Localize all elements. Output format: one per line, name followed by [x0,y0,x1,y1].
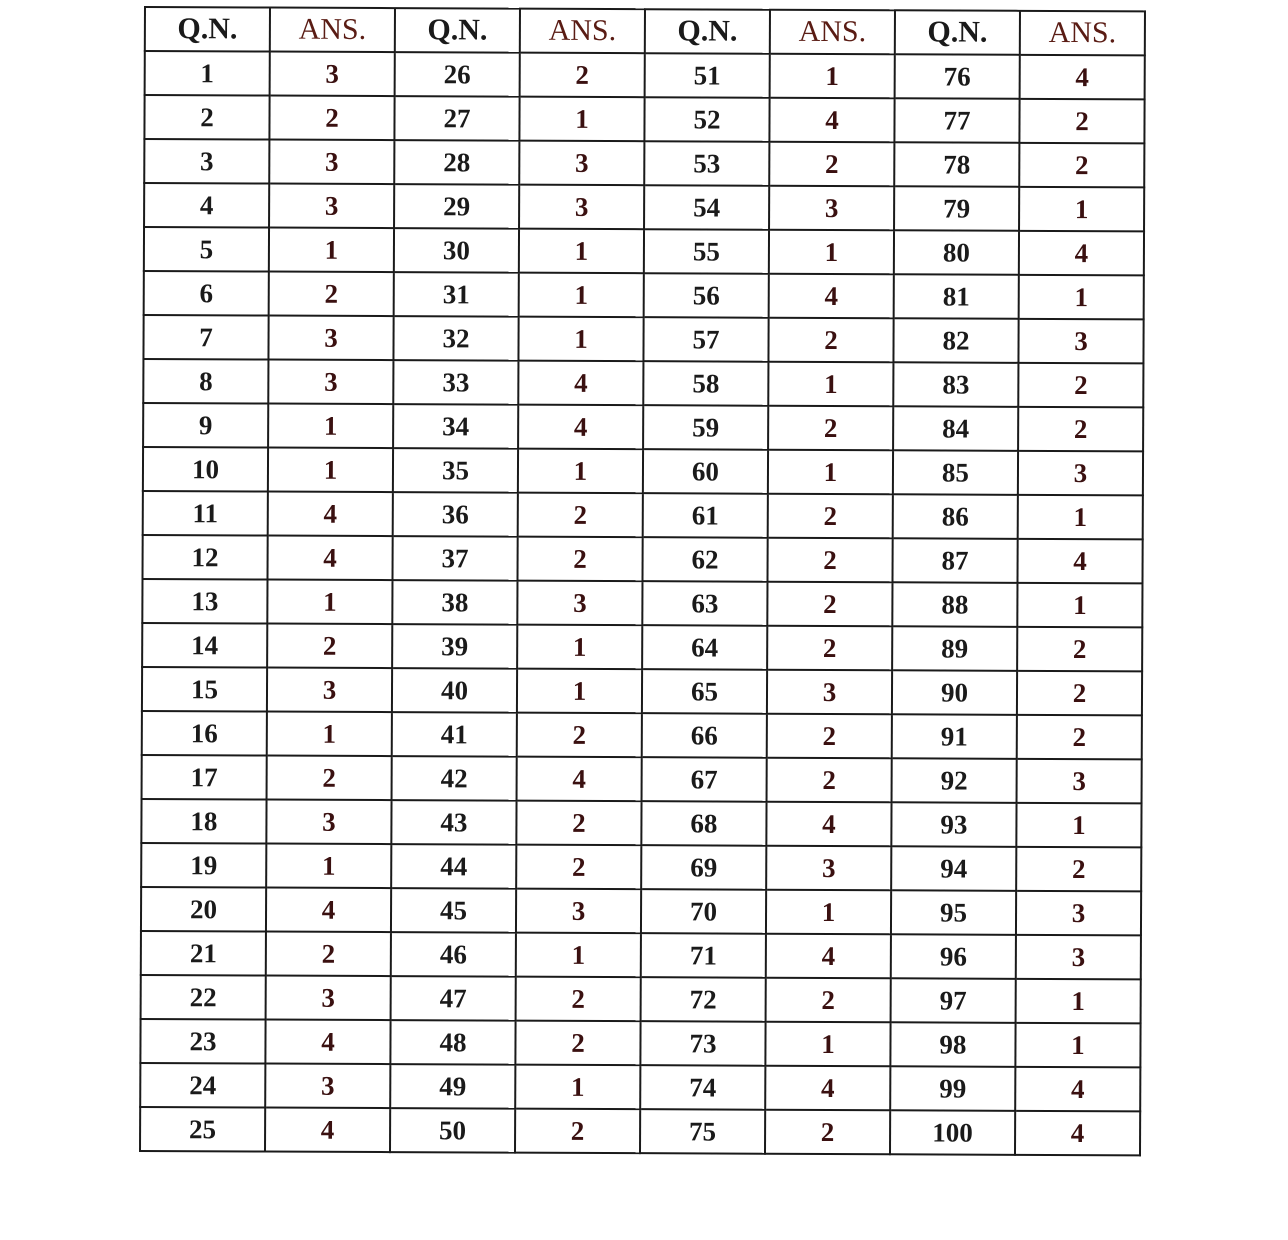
question-number-cell: 63 [642,581,767,626]
question-number-cell: 12 [142,535,267,580]
question-number-cell: 40 [392,668,517,713]
answer-cell: 3 [517,581,642,626]
answer-cell: 1 [769,230,894,275]
answer-cell: 1 [1015,1023,1140,1068]
question-number-cell: 5 [144,227,269,272]
answer-cell: 4 [518,361,643,406]
question-number-cell: 6 [144,271,269,316]
question-number-cell: 30 [394,228,519,273]
question-number-cell: 97 [891,978,1016,1023]
question-number-cell: 99 [890,1066,1015,1111]
answer-cell: 4 [1015,1111,1140,1156]
answer-cell: 4 [769,98,894,143]
question-number-cell: 21 [141,931,266,976]
answer-cell: 2 [267,624,392,669]
question-number-cell: 17 [142,755,267,800]
question-number-cell: 10 [143,447,268,492]
table-row [142,535,1142,583]
answer-cell: 3 [266,800,391,845]
question-number-cell: 90 [892,670,1017,715]
question-number-cell: 79 [894,186,1019,231]
question-number-cell: 72 [641,977,766,1022]
question-number-cell: 88 [892,582,1017,627]
question-number-cell: 89 [892,626,1017,671]
answer-cell: 2 [767,758,892,803]
answer-cell: 1 [1017,583,1142,628]
answer-cell: 3 [1017,759,1142,804]
table-row [143,491,1143,539]
table-row [145,51,1145,99]
question-number-cell: 27 [394,96,519,141]
question-number-cell: 2 [144,95,269,140]
question-number-cell: 50 [390,1108,515,1153]
question-number-cell: 55 [644,229,769,274]
answer-key-header [145,7,1145,55]
answer-cell: 2 [516,801,641,846]
question-number-cell: 77 [894,98,1019,143]
answer-cell: 4 [1017,539,1142,584]
table-row [141,887,1141,935]
answer-cell: 3 [267,668,392,713]
answer-cell: 3 [268,360,393,405]
question-number-cell: 46 [391,932,516,977]
header-question-number: Q.N. [145,7,270,52]
answer-cell: 1 [768,362,893,407]
answer-cell: 1 [518,317,643,362]
question-number-cell: 83 [893,362,1018,407]
answer-cell: 4 [769,274,894,319]
answer-cell: 4 [1019,231,1144,276]
question-number-cell: 98 [890,1022,1015,1067]
question-number-cell: 92 [892,758,1017,803]
answer-cell: 3 [766,846,891,891]
answer-cell: 2 [1016,847,1141,892]
question-number-cell: 41 [392,712,517,757]
answer-cell: 2 [515,1021,640,1066]
table-row [140,1019,1140,1067]
answer-cell: 3 [269,184,394,229]
table-row [142,667,1142,715]
answer-key-body [140,51,1145,1155]
question-number-cell: 18 [141,799,266,844]
question-number-cell: 73 [640,1021,765,1066]
question-number-cell: 74 [640,1065,765,1110]
header-answer: ANS. [520,9,645,54]
answer-cell: 1 [1016,979,1141,1024]
question-number-cell: 100 [890,1110,1015,1155]
question-number-cell: 22 [141,975,266,1020]
table-row [143,359,1143,407]
table-row [144,227,1144,275]
answer-cell: 1 [765,1022,890,1067]
question-number-cell: 9 [143,403,268,448]
answer-cell: 2 [1018,407,1143,452]
answer-cell: 1 [268,448,393,493]
answer-cell: 2 [266,932,391,977]
question-number-cell: 78 [894,142,1019,187]
answer-cell: 2 [515,1109,640,1154]
question-number-cell: 14 [142,623,267,668]
table-row [143,315,1143,363]
table-row [144,271,1144,319]
table-row [144,183,1144,231]
answer-cell: 2 [518,493,643,538]
answer-cell: 3 [519,141,644,186]
question-number-cell: 20 [141,887,266,932]
answer-cell: 3 [769,186,894,231]
answer-cell: 1 [766,890,891,935]
answer-cell: 1 [266,844,391,889]
question-number-cell: 15 [142,667,267,712]
header-answer: ANS. [1020,11,1145,56]
answer-cell: 3 [266,976,391,1021]
answer-cell: 4 [268,492,393,537]
question-number-cell: 44 [391,844,516,889]
question-number-cell: 57 [643,317,768,362]
answer-cell: 3 [269,140,394,185]
question-number-cell: 47 [391,976,516,1021]
answer-cell: 3 [767,670,892,715]
question-number-cell: 11 [143,491,268,536]
answer-cell: 4 [266,888,391,933]
question-number-cell: 59 [643,405,768,450]
question-number-cell: 37 [392,536,517,581]
question-number-cell: 38 [392,580,517,625]
answer-cell: 2 [767,714,892,759]
question-number-cell: 52 [644,97,769,142]
answer-cell: 1 [516,933,641,978]
answer-cell: 2 [1017,715,1142,760]
question-number-cell: 42 [392,756,517,801]
answer-cell: 2 [767,582,892,627]
question-number-cell: 25 [140,1107,265,1152]
answer-cell: 2 [516,977,641,1022]
answer-cell: 3 [1018,451,1143,496]
header-answer: ANS. [770,10,895,55]
question-number-cell: 81 [894,274,1019,319]
question-number-cell: 53 [644,141,769,186]
answer-cell: 1 [1016,803,1141,848]
question-number-cell: 28 [394,140,519,185]
answer-cell: 1 [519,273,644,318]
question-number-cell: 19 [141,843,266,888]
question-number-cell: 43 [391,800,516,845]
question-number-cell: 45 [391,888,516,933]
answer-cell: 3 [270,52,395,97]
question-number-cell: 24 [140,1063,265,1108]
table-row [141,799,1141,847]
question-number-cell: 49 [390,1064,515,1109]
answer-cell: 2 [767,538,892,583]
answer-cell: 1 [1019,275,1144,320]
table-row [141,975,1141,1023]
question-number-cell: 32 [393,316,518,361]
question-number-cell: 62 [642,537,767,582]
answer-cell: 2 [269,96,394,141]
table-row [142,623,1142,671]
answer-cell: 2 [1018,363,1143,408]
header-question-number: Q.N. [395,8,520,53]
question-number-cell: 95 [891,890,1016,935]
header-question-number: Q.N. [645,9,770,54]
table-row [143,447,1143,495]
answer-cell: 1 [267,580,392,625]
table-row [142,711,1142,759]
question-number-cell: 13 [142,579,267,624]
question-number-cell: 65 [642,669,767,714]
answer-cell: 1 [517,625,642,670]
answer-cell: 1 [519,229,644,274]
answer-cell: 2 [517,713,642,758]
answer-cell: 4 [265,1020,390,1065]
question-number-cell: 61 [643,493,768,538]
answer-cell: 2 [520,53,645,98]
answer-cell: 1 [519,97,644,142]
question-number-cell: 31 [394,272,519,317]
header-question-number: Q.N. [895,10,1020,55]
answer-cell: 2 [1017,671,1142,716]
question-number-cell: 34 [393,404,518,449]
table-row [142,755,1142,803]
answer-cell: 2 [766,978,891,1023]
answer-cell: 3 [1016,935,1141,980]
question-number-cell: 93 [891,802,1016,847]
answer-cell: 4 [1015,1067,1140,1112]
answer-cell: 3 [265,1064,390,1109]
answer-cell: 2 [765,1110,890,1155]
header-answer: ANS. [270,8,395,53]
answer-cell: 3 [1018,319,1143,364]
answer-cell: 1 [267,712,392,757]
question-number-cell: 82 [893,318,1018,363]
answer-cell: 4 [766,934,891,979]
question-number-cell: 66 [642,713,767,758]
question-number-cell: 29 [394,184,519,229]
table-row [144,139,1144,187]
question-number-cell: 56 [644,273,769,318]
question-number-cell: 60 [643,449,768,494]
question-number-cell: 71 [641,933,766,978]
question-number-cell: 33 [393,360,518,405]
answer-cell: 4 [766,802,891,847]
answer-cell: 4 [267,536,392,581]
question-number-cell: 69 [641,845,766,890]
table-row [144,95,1144,143]
question-number-cell: 39 [392,624,517,669]
question-number-cell: 35 [393,448,518,493]
answer-cell: 2 [516,845,641,890]
answer-cell: 4 [765,1066,890,1111]
answer-cell: 4 [265,1108,390,1153]
question-number-cell: 94 [891,846,1016,891]
answer-cell: 4 [1020,55,1145,100]
answer-cell: 2 [1017,627,1142,672]
answer-cell: 2 [768,494,893,539]
question-number-cell: 4 [144,183,269,228]
answer-cell: 2 [1019,99,1144,144]
question-number-cell: 16 [142,711,267,756]
answer-cell: 1 [770,54,895,99]
question-number-cell: 26 [395,52,520,97]
table-row [140,1063,1140,1111]
answer-cell: 3 [516,889,641,934]
table-row [141,931,1141,979]
answer-cell: 3 [268,316,393,361]
answer-cell: 2 [517,537,642,582]
question-number-cell: 85 [893,450,1018,495]
question-number-cell: 23 [140,1019,265,1064]
answer-cell: 2 [269,272,394,317]
question-number-cell: 48 [390,1020,515,1065]
answer-cell: 4 [517,757,642,802]
answer-cell: 2 [768,406,893,451]
answer-cell: 1 [768,450,893,495]
table-row [143,403,1143,451]
question-number-cell: 7 [143,315,268,360]
question-number-cell: 58 [643,361,768,406]
answer-cell: 1 [268,404,393,449]
question-number-cell: 64 [642,625,767,670]
question-number-cell: 80 [894,230,1019,275]
answer-cell: 2 [769,142,894,187]
answer-cell: 2 [767,626,892,671]
answer-cell: 3 [1016,891,1141,936]
answer-cell: 1 [518,449,643,494]
question-number-cell: 91 [892,714,1017,759]
question-number-cell: 3 [144,139,269,184]
question-number-cell: 68 [641,801,766,846]
table-row [141,843,1141,891]
question-number-cell: 8 [143,359,268,404]
question-number-cell: 54 [644,185,769,230]
header-row [145,7,1145,55]
answer-cell: 1 [515,1065,640,1110]
answer-cell: 2 [267,756,392,801]
question-number-cell: 1 [145,51,270,96]
question-number-cell: 86 [893,494,1018,539]
answer-cell: 4 [518,405,643,450]
answer-cell: 1 [269,228,394,273]
question-number-cell: 84 [893,406,1018,451]
question-number-cell: 70 [641,889,766,934]
answer-cell: 1 [1019,187,1144,232]
answer-cell: 2 [1019,143,1144,188]
answer-cell: 1 [1018,495,1143,540]
question-number-cell: 51 [645,53,770,98]
answer-cell: 3 [519,185,644,230]
question-number-cell: 87 [892,538,1017,583]
question-number-cell: 67 [642,757,767,802]
table-row [140,1107,1140,1155]
answer-key-table [139,6,1146,1156]
question-number-cell: 96 [891,934,1016,979]
table-row [142,579,1142,627]
question-number-cell: 36 [393,492,518,537]
question-number-cell: 76 [895,54,1020,99]
question-number-cell: 75 [640,1109,765,1154]
answer-cell: 2 [768,318,893,363]
answer-cell: 1 [517,669,642,714]
